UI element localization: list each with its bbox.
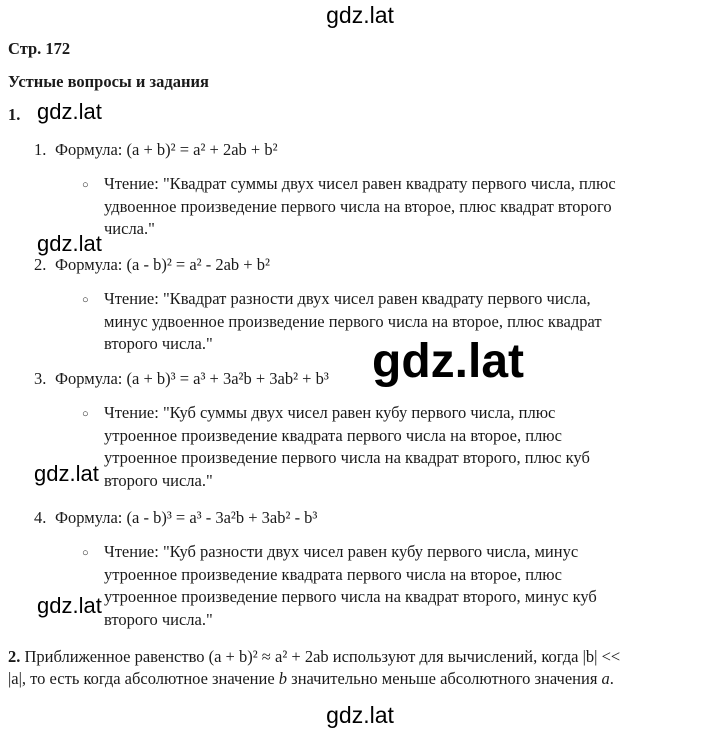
item-1-reading: Чтение: "Квадрат суммы двух чисел равен квадрату первого числа, плюс удвоенное произведение первого числа на второе, плюс квадрат второго числа."	[104, 174, 616, 238]
watermark-left-4: gdz.lat	[37, 593, 102, 618]
variable-b: b	[278, 669, 288, 688]
watermark-left-2: gdz.lat	[37, 231, 102, 256]
item-2-reading: Чтение: "Квадрат разности двух чисел равен квадрату первого числа, минус удвоенное произведение первого числа на второе, плюс квадрат второго числа."	[104, 289, 602, 353]
item-2-number: 2.	[34, 255, 47, 274]
question-1-number: 1.	[8, 105, 21, 124]
watermark-top: gdz.lat	[326, 2, 394, 28]
item-3-formula: Формула: (a + b)³ = a³ + 3a²b + 3ab² + b³	[55, 369, 329, 388]
question-2-text-2b: значительно меньше абсолютного значения	[287, 669, 602, 688]
section-title: Устные вопросы и задания	[8, 72, 209, 91]
page-header: Стр. 172	[8, 39, 71, 58]
item-1-number: 1.	[34, 140, 47, 159]
question-2-text-end: .	[609, 669, 614, 688]
item-1-formula: Формула: (a + b)² = a² + 2ab + b²	[55, 140, 278, 159]
question-2-text-1: Приближенное равенство (a + b)² ≈ a² + 2ab используют для вычислений, когда |b| <<	[24, 647, 621, 666]
bullet-icon: ○	[82, 294, 89, 306]
variable-a: a	[601, 669, 610, 688]
watermark-q1: gdz.lat	[37, 99, 102, 124]
item-3-reading: Чтение: "Куб суммы двух чисел равен кубу первого числа, плюс утроенное произведение квадрата первого числа на второе, плюс утроенное произведение первого числа на квадрат второго, плюс куб второго числа."	[104, 403, 590, 490]
item-4-number: 4.	[34, 508, 47, 527]
watermark-left-3: gdz.lat	[34, 461, 99, 486]
item-4-reading: Чтение: "Куб разности двух чисел равен кубу первого числа, минус утроенное произведение квадрата первого числа на второе, плюс утроенное произведение первого числа на квадрат второго, минус куб второго числа."	[104, 542, 597, 629]
question-2-number: 2.	[8, 647, 21, 666]
watermark-center-big: gdz.lat	[372, 335, 524, 388]
question-2-text-2a: |a|, то есть когда абсолютное значение	[8, 669, 279, 688]
item-3-number: 3.	[34, 369, 47, 388]
item-4-formula: Формула: (a - b)³ = a³ - 3a²b + 3ab² - b³	[55, 508, 318, 527]
bullet-icon: ○	[82, 179, 89, 191]
question-2-line-2	[8, 668, 614, 690]
bullet-icon: ○	[82, 547, 89, 559]
watermark-bottom: gdz.lat	[326, 702, 394, 728]
question-2-line-1	[8, 646, 620, 668]
bullet-icon: ○	[82, 408, 89, 420]
item-2-formula: Формула: (a - b)² = a² - 2ab + b²	[55, 255, 270, 274]
